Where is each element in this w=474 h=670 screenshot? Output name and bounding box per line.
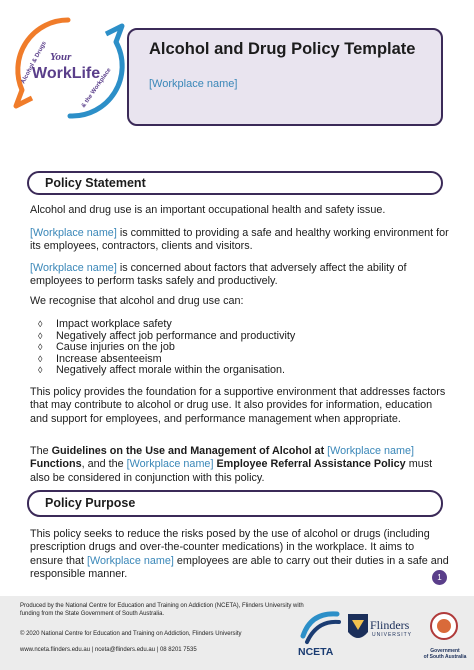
- section-header-policy-purpose: [27, 490, 443, 517]
- list-item: ◊ Impact workplace safety: [38, 318, 172, 330]
- flinders-wordmark: Flinders: [370, 618, 410, 632]
- workplace-name-placeholder[interactable]: [Workplace name]: [30, 227, 117, 239]
- page-number: 1: [432, 570, 447, 585]
- paragraph-commitment: [30, 227, 450, 254]
- referral-policy-title: Employee Referral Assistance Policy: [213, 458, 406, 471]
- section-title: Policy Purpose: [45, 496, 136, 510]
- logo-your: Your: [50, 51, 72, 63]
- paragraph-text: is concerned about factors that adversely affect the ability of employees to perform tasks safely and productively.: [30, 262, 407, 288]
- workplace-name-placeholder[interactable]: [Workplace name]: [327, 445, 414, 457]
- diamond-bullet-icon: ◊: [38, 319, 43, 329]
- workplace-name-placeholder[interactable]: [Workplace name]: [87, 554, 174, 567]
- document-title: Alcohol and Drug Policy Template: [149, 40, 416, 58]
- paragraph-intro: Alcohol and drug use is an important occupational health and safety issue.: [30, 204, 386, 216]
- section-title: Policy Statement: [45, 176, 146, 190]
- title-box: [127, 28, 443, 126]
- footer-copyright: © 2020 National Centre for Education and Training on Addiction, Flinders University: [20, 631, 242, 637]
- footer-produced: Produced by the National Centre for Education and Training on Addiction (NCETA), Flinders University with funding from the State Government of South Australia.: [20, 603, 304, 617]
- paragraph-guidelines: The Guidelines on the Use and Management of Alcohol at [Workplace name] Functions, and the [Workplace name] Employee Referral Assistance Policy must also be considered in conjunction with this policy.: [30, 445, 433, 484]
- list-item: ◊ Cause injuries on the job: [38, 341, 175, 354]
- sa-government-label: Government of South Australia: [423, 648, 467, 660]
- flinders-university-label: UNIVERSITY: [372, 632, 413, 638]
- diamond-bullet-icon: ◊: [38, 353, 43, 364]
- paragraph-text: is committed to providing a safe and healthy working environment for its employees, contractors, clients and visitors.: [30, 227, 449, 253]
- footer-contact[interactable]: www.nceta.flinders.edu.au | nceta@flinders.edu.au | 08 8201 7535: [20, 647, 197, 653]
- paragraph-concern: [30, 262, 450, 289]
- list-item: ◊ Negatively affect job performance and productivity: [38, 329, 296, 342]
- list-item: ◊ Negatively affect morale within the organisation.: [38, 364, 286, 377]
- list-item: ◊ Increase absenteeism: [38, 352, 162, 365]
- your-worklife-logo: [8, 12, 128, 124]
- logo-arc-bottom: & the Workplace: [80, 67, 113, 110]
- paragraph-purpose: This policy seeks to reduce the risks posed by the use of alcohol or drugs (including prescription drugs and over-the-counter medications) in the workplace. It aims to ensure that [Workplace name] employees are able to carry out their duties in a safe and responsible manner.: [30, 528, 449, 580]
- nceta-label: NCETA: [298, 646, 334, 658]
- guidelines-link: Guidelines on the Use and Management of Alcohol: [51, 445, 312, 457]
- workplace-name-placeholder[interactable]: [Workplace name]: [149, 78, 238, 90]
- diamond-bullet-icon: ◊: [38, 330, 43, 341]
- risk-list: [38, 319, 438, 377]
- workplace-name-placeholder[interactable]: [Workplace name]: [126, 458, 214, 471]
- diamond-bullet-icon: ◊: [38, 342, 43, 353]
- diamond-bullet-icon: ◊: [38, 365, 43, 376]
- logo-worklife: WorkLife: [32, 65, 101, 82]
- workplace-name-placeholder[interactable]: [Workplace name]: [30, 262, 117, 274]
- section-header-policy-statement: [27, 171, 443, 195]
- paragraph-foundation: This policy provides the foundation for a supportive environment that addresses factors that may contribute to alcohol or drug use. It also provides for information, education and support for employees, and performance management when appropriate.: [30, 386, 446, 425]
- footer: [0, 596, 474, 670]
- paragraph-recognise: We recognise that alcohol and drug use can:: [30, 295, 244, 307]
- logo-arc-top: Alcohol & Drugs: [20, 40, 48, 85]
